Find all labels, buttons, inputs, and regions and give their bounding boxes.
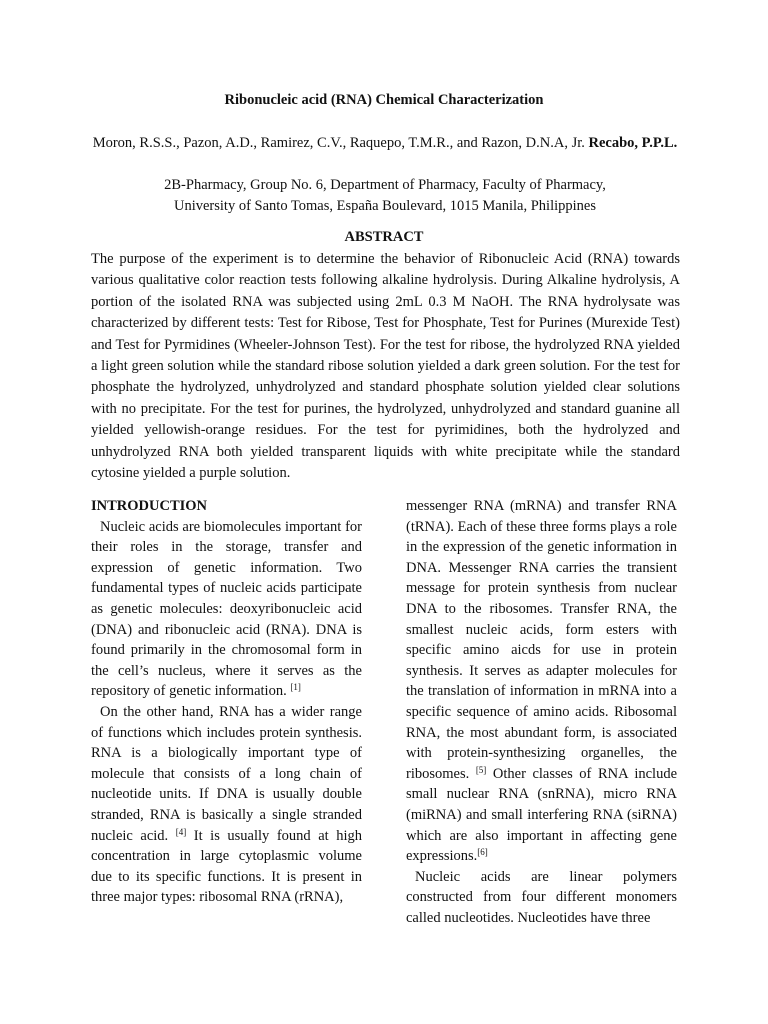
intro-p2c-text: Other classes of RNA include small nuclear RNA (snRNA), micro RNA (miRNA) and small interfering RNA (siRNA) which are also important in affecting gene expressions. xyxy=(406,765,678,865)
citation-6: [6] xyxy=(477,847,488,858)
intro-p2b-text-left: It is usually found at high concentration in large cytoplasmic volume due to its specific functions. It is present in three major types: ribosomal RNA (rRNA), xyxy=(91,827,362,906)
intro-p2b-text-right: messenger RNA (mRNA) and transfer RNA (tRNA). Each of these three forms plays a role in the expression of the genetic information in DNA. Messenger RNA carries the transient message for protein synthesis from nuclear DNA to the ribosomes. Transfer RNA, the smallest nucleic acids, form esters with specific amino aicds for use in protein synthesis. It serves as adapter molecules for the translation of information in mRNA into a specific sequence of amino acids. Ribosomal RNA, the most abundant form, is associated with protein-synthesizing organelles, the ribosomes. xyxy=(406,498,677,782)
intro-p2a-text: On the other hand, RNA has a wider range of functions which includes protein synthesis. RNA is a biologically important type of molecule that consists of a long chain of nucleotide units. If DNA is usually double stranded, RNA is basically a single stranded nucleic acid. xyxy=(91,703,362,844)
left-column xyxy=(91,496,362,908)
affiliation xyxy=(90,175,680,216)
author-list xyxy=(90,133,680,154)
intro-paragraph-1 xyxy=(91,517,362,702)
affiliation-line-1: 2B-Pharmacy, Group No. 6, Department of Pharmacy, Faculty of Pharmacy, xyxy=(164,177,606,193)
citation-1: [1] xyxy=(290,682,301,693)
authors-bold: Recabo, P.P.L. xyxy=(588,135,678,151)
abstract-heading: ABSTRACT xyxy=(344,229,424,245)
intro-paragraph-2 xyxy=(91,702,362,908)
introduction-heading: INTRODUCTION xyxy=(91,498,208,514)
intro-paragraph-3: Nucleic acids are linear polymers constructed from four different monomers called nucleotides. Nucleotides have three xyxy=(406,868,677,926)
authors-plain: Moron, R.S.S., Pazon, A.D., Ramirez, C.V., Raquepo, T.M.R., and Razon, D.N.A, Jr. xyxy=(92,135,585,151)
citation-5: [5] xyxy=(475,764,487,775)
affiliation-line-2: University of Santo Tomas, España Boulevard, 1015 Manila, Philippines xyxy=(174,197,596,214)
intro-p1-text: Nucleic acids are biomolecules important for their roles in the storage, transfer and expression of genetic information. Two fundamental types of nucleic acids participate as genetic molecules: deoxyribonucleic acid (DNA) and ribonucleic acid (RNA). DNA is found primarily in the chromosomal form in the cell’s nucleus, where it serves as the repository of genetic information. xyxy=(91,518,362,700)
abstract-text: The purpose of the experiment is to determine the behavior of Ribonucleic Acid (RNA) towards various qualitative color reaction tests following alkaline hydrolysis. During Alkaline hydrolysis, A portion of the isolated RNA was subjected using 2mL 0.3 M NaOH. The RNA hydrolysate was characterized by different tests: Test for Ribose, Test for Phosphate, Test for Purines (Murexide Test) and Test for Pyrmidines (Wheeler-Johnson Test). For the test for ribose, the hydrolyzed RNA yielded a light green solution while the standard ribose solution yielded a dark green solution. For the test for phosphate the hydrolyzed, unhydrolyzed and standard phosphate solution yielded clear solutions with no precipitate. For the test for purines, the hydrolyzed, unhydrolyzed and standard guanine all yielded yellowish-orange residues. For the test for pyrimidines, both the hydrolyzed and unhydrolyzed RNA both yielded transparent liquids with white precipitate while the standard cytosine yielded a purple solution. xyxy=(91,251,680,482)
intro-paragraph-2-continued xyxy=(406,496,677,867)
right-column xyxy=(406,496,677,928)
citation-4: [4] xyxy=(175,826,187,837)
paper-title: Ribonucleic acid (RNA) Chemical Characterization xyxy=(224,92,544,108)
